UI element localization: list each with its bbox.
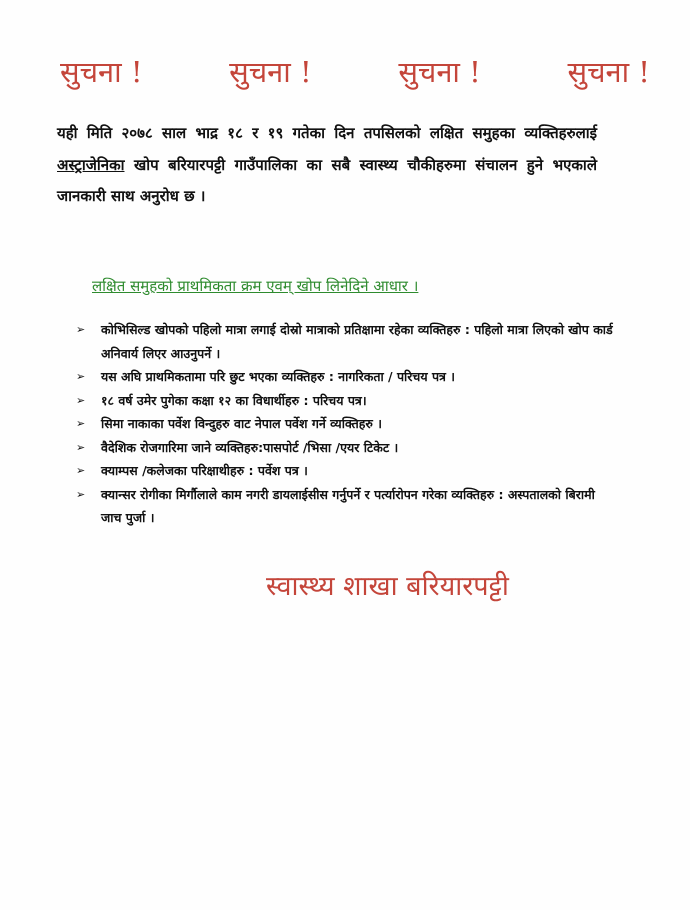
criteria-item-text: सिमा नाकाका पर्वेश विन्दुहरु वाट नेपाल पर्वेश गर्ने व्यक्तिहरु । <box>101 416 382 431</box>
arrow-bullet-icon: ➢ <box>76 487 86 501</box>
notice-heading-3: सुचना ! <box>398 55 481 89</box>
criteria-item-text: १८ वर्ष उमेर पुगेका कक्षा १२ का विधार्थीहरु : परिचय पत्र। <box>101 392 367 408</box>
criteria-item-text: वैदेशिक रोजगारिमा जाने व्यक्तिहरु:पासपोर्ट /भिसा /एयर टिकेट । <box>101 439 399 455</box>
criteria-item <box>76 389 616 413</box>
criteria-item <box>76 412 616 436</box>
criteria-item <box>76 436 616 460</box>
arrow-bullet-icon: ➢ <box>76 417 86 430</box>
criteria-item-text: क्याम्पस /कलेजका परिक्षाथीहरु : पर्वेश पत्र । <box>101 463 308 478</box>
notice-text-before: यही मिति २०७८ साल भाद्र १८ र १९ गतेका दिन तपसिलको लक्षित समुहका व्यक्तिहरुलाई <box>57 124 597 142</box>
arrow-bullet-icon: ➢ <box>76 323 86 336</box>
arrow-bullet-icon: ➢ <box>76 393 86 407</box>
criteria-subheading: लक्षित समुहको प्राथमिकता क्रम एवम् खोप लिनेदिने आधार । <box>92 277 419 295</box>
arrow-bullet-icon: ➢ <box>76 370 86 383</box>
criteria-item-text: कोभिसिल्ड खोपको पहिलो मात्रा लगाई दोस्रो मात्राको प्रतिक्षामा रहेका व्यक्तिहरु : पहिलो मात्रा लिएको खोप कार्ड अनिवार्य लिएर आउनुपर्ने । <box>101 322 613 361</box>
notice-text-after: खोप बरियारपट्टी गाउँपालिका का सबै स्वास्थ्य चौकीहरुमा संचालन हुने भएकाले जानकारी साथ अनुरोध छ । <box>57 155 597 205</box>
criteria-item <box>76 365 616 389</box>
vaccine-name: अस्ट्राजेनिका <box>57 155 125 174</box>
criteria-item <box>76 459 616 483</box>
signature-office: स्वास्थ्य शाखा बरियारपट्टी <box>266 571 509 602</box>
criteria-list <box>76 318 616 530</box>
notice-paragraph <box>57 118 597 213</box>
arrow-bullet-icon: ➢ <box>76 464 86 477</box>
criteria-item-text: क्यान्सर रोगीका मिर्गौलाले काम नगरी डायलाईसीस गर्नुपर्ने र पर्त्यारोपन गरेका व्यक्तिहरु : अस्पतालको बिरामी जाच पुर्जा । <box>101 486 595 525</box>
criteria-item <box>76 318 616 365</box>
notice-heading-1: सुचना ! <box>60 55 143 89</box>
notice-heading-4: सुचना ! <box>567 55 650 89</box>
notice-heading-2: सुचना ! <box>229 55 312 89</box>
criteria-item-text: यस अघि प्राथमिकतामा परि छुट भएका व्यक्तिहरु : नागरिकता / परिचय पत्र । <box>101 369 456 384</box>
criteria-item <box>76 483 616 530</box>
notice-header <box>60 52 650 91</box>
arrow-bullet-icon: ➢ <box>76 440 86 454</box>
